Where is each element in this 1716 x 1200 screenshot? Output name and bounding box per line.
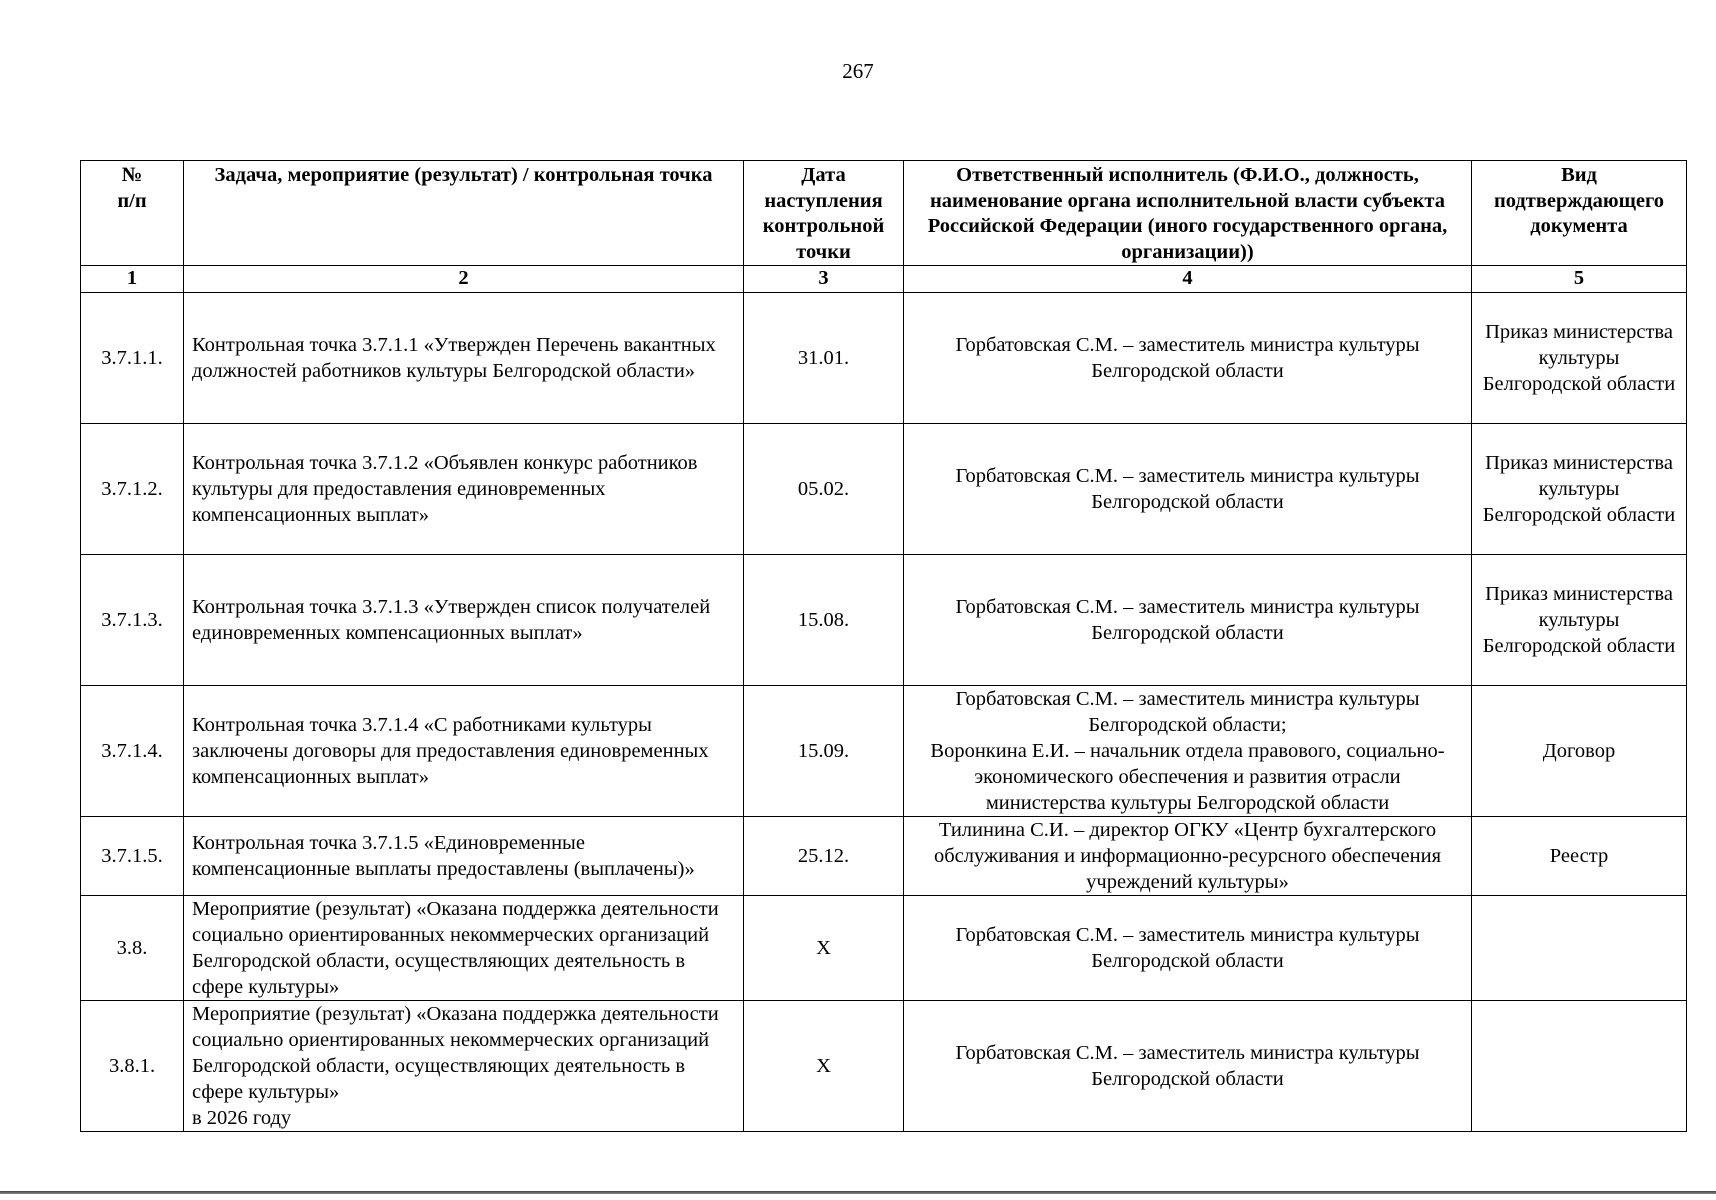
row-number: 3.8.1. bbox=[81, 1001, 184, 1132]
column-number: 3 bbox=[744, 266, 904, 293]
row-responsible: Горбатовская С.М. – заместитель министра культуры Белгородской области bbox=[904, 555, 1472, 686]
row-date: 31.01. bbox=[744, 293, 904, 424]
row-responsible: Горбатовская С.М. – заместитель министра культуры Белгородской области bbox=[904, 896, 1472, 1001]
header-date: Дата наступления контрольной точки bbox=[744, 161, 904, 266]
row-task: Мероприятие (результат) «Оказана поддержка деятельности социально ориентированных некоммерческих организаций Белгородской области, осуществляющих деятельность в сфере культуры» bbox=[184, 896, 744, 1001]
row-document: Договор bbox=[1472, 686, 1687, 817]
row-document: Приказ министерства культуры Белгородской области bbox=[1472, 293, 1687, 424]
row-document: Реестр bbox=[1472, 817, 1687, 896]
row-task: Контрольная точка 3.7.1.5 «Единовременные компенсационные выплаты предоставлены (выплачены)» bbox=[184, 817, 744, 896]
row-responsible: Горбатовская С.М. – заместитель министра культуры Белгородской области bbox=[904, 424, 1472, 555]
row-number: 3.7.1.2. bbox=[81, 424, 184, 555]
row-responsible: Горбатовская С.М. – заместитель министра культуры Белгородской области bbox=[904, 293, 1472, 424]
row-date: 15.08. bbox=[744, 555, 904, 686]
row-task: Контрольная точка 3.7.1.3 «Утвержден список получателей единовременных компенсационных выплат» bbox=[184, 555, 744, 686]
row-number: 3.7.1.4. bbox=[81, 686, 184, 817]
table-row bbox=[81, 686, 1687, 817]
row-number: 3.8. bbox=[81, 896, 184, 1001]
page-bottom-edge bbox=[0, 1191, 1716, 1194]
header-responsible: Ответственный исполнитель (Ф.И.О., должность, наименование органа исполнительной власти субъекта Российской Федерации (иного государственного органа, организации)) bbox=[904, 161, 1472, 266]
table-row bbox=[81, 1001, 1687, 1132]
row-number: 3.7.1.3. bbox=[81, 555, 184, 686]
row-document: Приказ министерства культуры Белгородской области bbox=[1472, 424, 1687, 555]
table-row bbox=[81, 555, 1687, 686]
table-row bbox=[81, 424, 1687, 555]
column-number: 1 bbox=[81, 266, 184, 293]
row-responsible: Горбатовская С.М. – заместитель министра культуры Белгородской области bbox=[904, 1001, 1472, 1132]
row-responsible: Тилинина С.И. – директор ОГКУ «Центр бухгалтерского обслуживания и информационно-ресурсного обеспечения учреждений культуры» bbox=[904, 817, 1472, 896]
row-responsible: Горбатовская С.М. – заместитель министра культуры Белгородской области; Воронкина Е.И. – начальник отдела правового, социально-экономического обеспечения и развития отрасли министерства культуры Белгородской области bbox=[904, 686, 1472, 817]
row-document bbox=[1472, 896, 1687, 1001]
row-date: 15.09. bbox=[744, 686, 904, 817]
row-task: Мероприятие (результат) «Оказана поддержка деятельности социально ориентированных некоммерческих организаций Белгородской области, осуществляющих деятельность в сфере культуры» в 2026 году bbox=[184, 1001, 744, 1132]
header-document: Вид подтверждающего документа bbox=[1472, 161, 1687, 266]
table-row bbox=[81, 817, 1687, 896]
table-row bbox=[81, 293, 1687, 424]
control-points-table bbox=[80, 160, 1687, 1132]
row-task: Контрольная точка 3.7.1.1 «Утвержден Перечень вакантных должностей работников культуры Белгородской области» bbox=[184, 293, 744, 424]
table-row bbox=[81, 896, 1687, 1001]
row-number: 3.7.1.5. bbox=[81, 817, 184, 896]
row-date: 25.12. bbox=[744, 817, 904, 896]
column-number: 4 bbox=[904, 266, 1472, 293]
header-number: № п/п bbox=[81, 161, 184, 266]
page-number: 267 bbox=[842, 59, 874, 83]
column-numbers-row bbox=[81, 266, 1687, 293]
row-document: Приказ министерства культуры Белгородской области bbox=[1472, 555, 1687, 686]
row-date: Х bbox=[744, 896, 904, 1001]
table-header-row bbox=[81, 161, 1687, 266]
column-number: 5 bbox=[1472, 266, 1687, 293]
row-task: Контрольная точка 3.7.1.2 «Объявлен конкурс работников культуры для предоставления единовременных компенсационных выплат» bbox=[184, 424, 744, 555]
row-task: Контрольная точка 3.7.1.4 «С работниками культуры заключены договоры для предоставления единовременных компенсационных выплат» bbox=[184, 686, 744, 817]
column-number: 2 bbox=[184, 266, 744, 293]
row-document bbox=[1472, 1001, 1687, 1132]
row-date: Х bbox=[744, 1001, 904, 1132]
row-date: 05.02. bbox=[744, 424, 904, 555]
row-number: 3.7.1.1. bbox=[81, 293, 184, 424]
header-task: Задача, мероприятие (результат) / контрольная точка bbox=[184, 161, 744, 266]
